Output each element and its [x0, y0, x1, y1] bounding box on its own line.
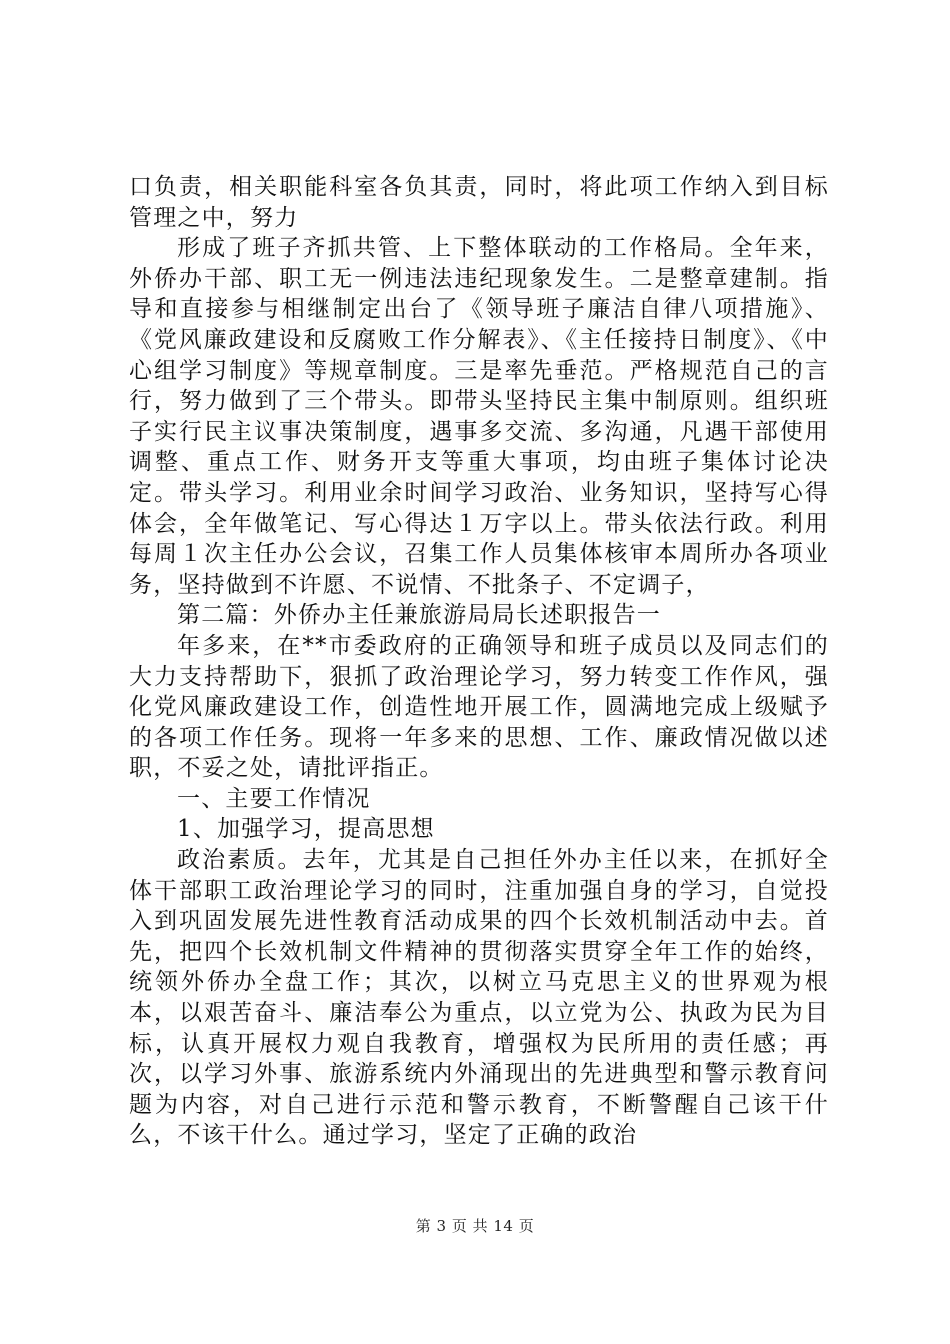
subheading-study: 1、加强学习，提高思想 [177, 816, 435, 843]
paragraph-continuation: 口负责，相关职能科室各负其责，同时，将此项工作纳入到目标管理之中，努力 [129, 174, 829, 231]
document-body [129, 172, 829, 1151]
paragraph-political-quality: 政治素质。去年，尤其是自己担任外办主任以来，在抓好全体干部职工政治理论学习的同时，注重加强自身的学习，自觉投入到巩固发展先进性教育活动成果的四个长效机制活动中去。首先，把四个长效机制文件精神的贯彻落实贯穿全年工作的始终，统领外侨办全盘工作；其次，以树立马克思主义的世界观为根本，以艰苦奋斗、廉洁奉公为重点，以立党为公、执政为民为目标，认真开展权力观自我教育，增强权为民所用的责任感；再次，以学习外事、旅游系统内外涌现出的先进典型和警示教育问题为内容，对自己进行示范和警示教育，不断警醒自己该干什么，不该干什么。通过学习，坚定了正确的政治 [129, 847, 829, 1149]
heading-main-work: 一、主要工作情况 [177, 785, 371, 812]
paragraph-intro: 年多来，在**市委政府的正确领导和班子成员以及同志们的大力支持帮助下，狠抓了政治理论学习，努力转变工作作风，强化党风廉政建设工作，创造性地开展工作，圆满地完成上级赋予的各项工作任务。现将一年多来的思想、工作、廉政情况做以述职，不妥之处，请批评指正。 [129, 632, 829, 782]
paragraph-work-pattern: 形成了班子齐抓共管、上下整体联动的工作格局。全年来，外侨办干部、职工无一例违法违纪现象发生。二是整章建制。指导和直接参与相继制定出台了《领导班子廉洁自律八项措施》、《党风廉政建设和反腐败工作分解表》、《主任接持日制度》、《中心组学习制度》等规章制度。三是率先垂范。严格规范自己的言行，努力做到了三个带头。即带头坚持民主集中制原则。组织班子实行民主议事决策制度，遇事多交流、多沟通，凡遇干部使用调整、重点工作、财务开支等重大事项，均由班子集体讨论决定。带头学习。利用业余时间学习政治、业务知识，坚持写心得体会，全年做笔记、写心得达１万字以上。带头依法行政。利用每周１次主任办公会议，召集工作人员集体核审本周所办各项业务，坚持做到不许愿、不说情、不批条子、不定调子， [129, 235, 829, 598]
page-footer [0, 1215, 950, 1236]
page-number: 第 3 页 共 14 页 [415, 1217, 535, 1235]
section-heading-second-article: 第二篇：外侨办主任兼旅游局局长述职报告一 [177, 602, 661, 629]
